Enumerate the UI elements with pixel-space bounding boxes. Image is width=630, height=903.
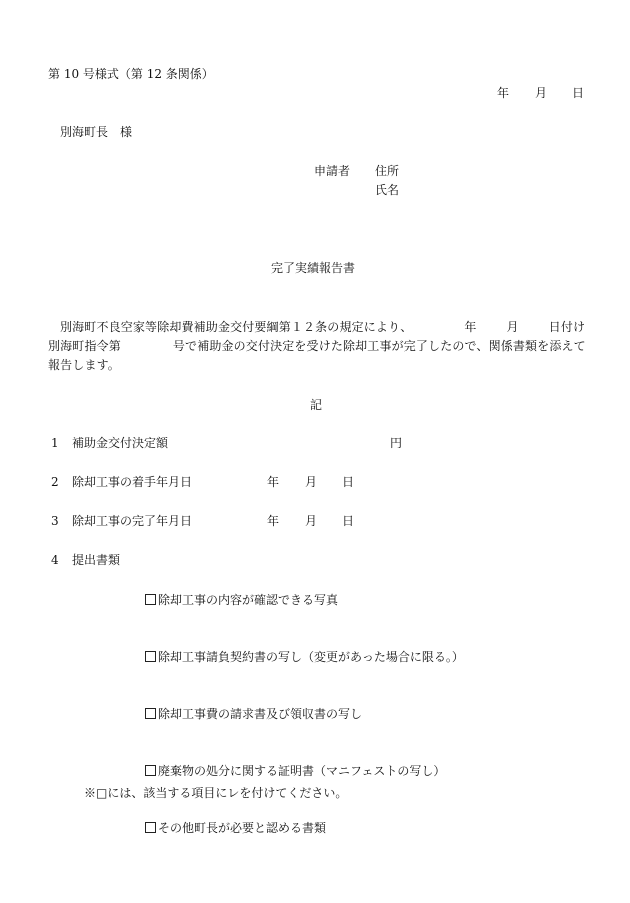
- addressee-honorific: 様: [120, 125, 133, 139]
- item-3-day: 日: [342, 514, 355, 528]
- item-1-label: 補助金交付決定額: [72, 436, 169, 450]
- document-item[interactable]: [145, 591, 464, 610]
- body-text-1: 別海町不良空家等除却費補助金交付要綱第１２条の規定により、: [60, 320, 413, 334]
- document-item[interactable]: [145, 819, 464, 838]
- body-month-label: 月: [506, 320, 519, 334]
- item-3-label: 除却工事の完了年月日: [72, 514, 193, 528]
- body-text-2: 日付け別海町指令第: [48, 320, 586, 353]
- checkbox-icon[interactable]: [145, 765, 156, 776]
- date-month-label: 月: [535, 86, 548, 100]
- item-1-unit: 円: [390, 436, 403, 450]
- document-item[interactable]: [145, 648, 464, 667]
- body-text-3: 号で補助金の交付決定を受けた除却工事が完了したので、関係書類を添えて報告します。: [48, 339, 586, 372]
- item-2-year: 年: [267, 475, 280, 489]
- item-2-label: 除却工事の着手年月日: [72, 475, 193, 489]
- document-item-label: 除却工事の内容が確認できる写真: [158, 593, 339, 607]
- ki-label: 記: [310, 398, 323, 412]
- item-1-number: 1: [51, 436, 59, 450]
- item-3-month: 月: [305, 514, 318, 528]
- document-item[interactable]: [145, 762, 464, 781]
- item-2-day: 日: [342, 475, 355, 489]
- item-4-label: 提出書類: [72, 553, 121, 567]
- document-title: 完了実績報告書: [271, 261, 356, 275]
- item-2-month: 月: [305, 475, 318, 489]
- document-item-label: 除却工事請負契約書の写し（変更があった場合に限る。）: [158, 650, 464, 664]
- document-item-label: その他町長が必要と認める書類: [158, 821, 327, 835]
- document-item-label: 廃棄物の処分に関する証明書（マニフェストの写し）: [158, 764, 446, 778]
- form-number: 第 10 号様式（第 12 条関係）: [48, 67, 214, 81]
- applicant-address-label: 住所: [375, 164, 400, 178]
- checkbox-icon[interactable]: [145, 651, 156, 662]
- body-paragraph: [48, 318, 586, 375]
- addressee-name: 別海町長: [60, 125, 109, 139]
- item-3-year: 年: [267, 514, 280, 528]
- body-year-label: 年: [464, 320, 477, 334]
- item-2-number: 2: [51, 475, 59, 489]
- applicant-label: 申請者: [314, 164, 351, 178]
- document-checklist: [145, 553, 464, 857]
- date-day-label: 日: [572, 86, 585, 100]
- checkbox-icon[interactable]: [145, 822, 156, 833]
- checkbox-icon[interactable]: [145, 594, 156, 605]
- footnote: ※□には、該当する項目にレを付けてください。: [84, 786, 348, 800]
- document-item-label: 除却工事費の請求書及び領収書の写し: [158, 707, 363, 721]
- date-year-label: 年: [497, 86, 510, 100]
- item-4-number: 4: [51, 553, 59, 567]
- checkbox-icon[interactable]: [145, 708, 156, 719]
- item-3-number: 3: [51, 514, 59, 528]
- document-item[interactable]: [145, 705, 464, 724]
- applicant-name-label: 氏名: [375, 183, 400, 197]
